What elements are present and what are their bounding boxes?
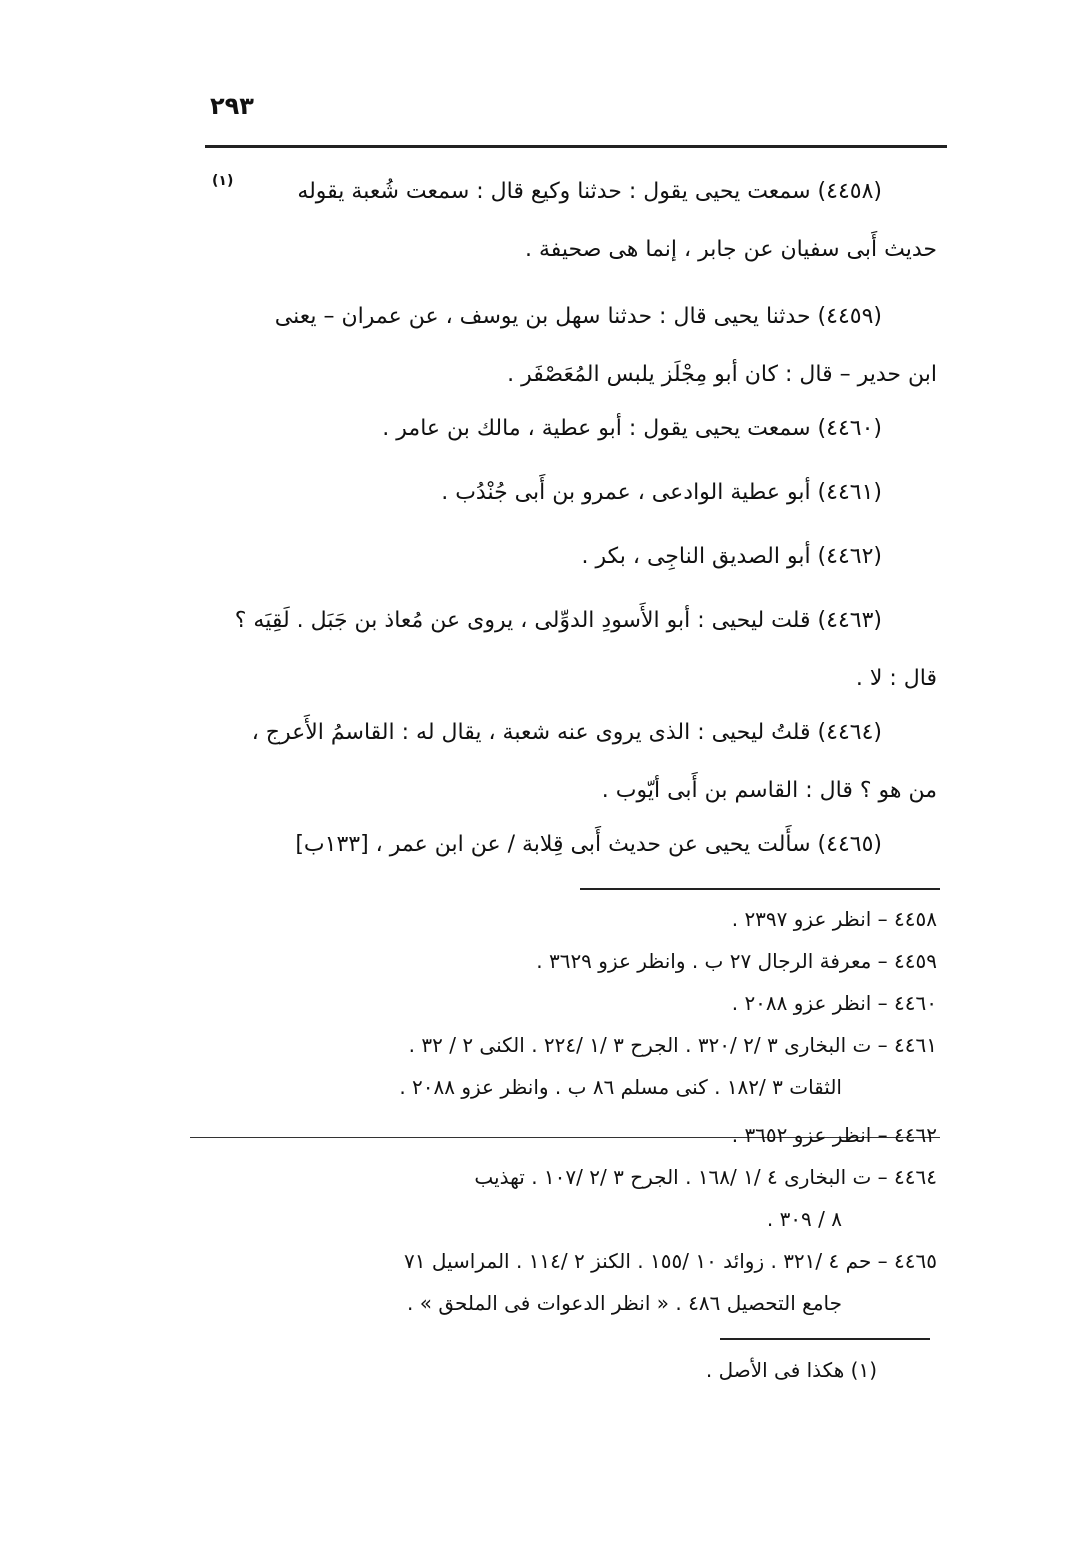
- entry-4463: [197, 592, 937, 708]
- entry-line: ابن حدير – قال : كان أبو مِجْلَز يلبس المُعَصْفَر .: [507, 362, 937, 387]
- footnote: (١) هكذا فى الأصل .: [705, 1358, 877, 1382]
- reference-line: ٤٤٥٨ – انظر عزو ٢٣٩٧ .: [731, 907, 937, 931]
- reference-line: ٤٤٦١ – ت البخارى ٣ /٢ /٣٢٠ . الجرح ٣ /١ /٢٢٤ . الكنى ٢ / ٣٢ .: [408, 1033, 937, 1057]
- reference-line: ٤٤٦٤ – ت البخارى ٤ /١ /١٦٨ . الجرح ٣ /٢ /١٠٧ . تهذيب: [474, 1165, 937, 1189]
- entry-line: من هو ؟ قال : القاسم بن أَبى أيّوب .: [601, 778, 937, 803]
- entry-4464: [197, 704, 937, 820]
- footnote-rule: [720, 1338, 930, 1340]
- references-block: [197, 898, 937, 1108]
- entry-line: (٤٤٦٥) سأَلت يحيى عن حديث أَبى قِلابة / عن ابن عمر ، [١٣٣ب]: [295, 832, 882, 857]
- reference-line: ٤٤٦٠ – انظر عزو ٢٠٨٨ .: [731, 991, 937, 1015]
- entry-line: (٤٤٥٨) سمعت يحيى يقول : حدثنا وكيع قال : سمعت شُعبة يقوله: [297, 179, 882, 204]
- reference-line: ٤٤٦٢ – انظر عزو ٣٦٥٢ .: [731, 1123, 937, 1147]
- entry-line: قال : لا .: [855, 666, 937, 691]
- entry-line: حديث أَبى سفيان عن جابر ، إنما هى صحيفة .: [524, 237, 937, 262]
- entry-4465: [197, 816, 937, 874]
- reference-line: جامع التحصيل ٤٨٦ . « انظر الدعوات فى الملحق » .: [407, 1291, 842, 1315]
- entry-4462: [197, 528, 937, 586]
- entry-4459: [197, 288, 937, 404]
- reference-line: ٨ / ٣٠٩ .: [766, 1207, 842, 1231]
- reference-line: ٤٤٥٩ – معرفة الرجال ٢٧ ب . وانظر عزو ٣٦٢٩ .: [536, 949, 937, 973]
- entry-4458: [197, 163, 937, 279]
- footnote-marker: (١): [212, 173, 234, 189]
- entry-line: (٤٤٦٢) أبو الصديق الناجِى ، بكر .: [581, 544, 882, 569]
- entry-line: (٤٤٦٣) قلت ليحيى : أبو الأَسودِ الدوِّلى ، يروى عن مُعاذ بن جَبَل . لَقِيَه ؟: [234, 608, 882, 633]
- entry-line: (٤٤٦٤) قلتُ ليحيى : الذى يروى عنه شعبة ، يقال له : القاسمُ الأَعرج ،: [251, 720, 882, 745]
- entry-line: (٤٤٦٠) سمعت يحيى يقول : أبو عطية ، مالك بن عامر .: [382, 416, 882, 441]
- reference-line: ٤٤٦٥ – حم ٤ /٣٢١ . زوائد ١٠ /١٥٥ . الكنز ٢ /١١٤ . المراسيل ٧١: [404, 1249, 937, 1273]
- entry-line: (٤٤٦١) أبو عطية الوادعى ، عمرو بن أَبى جُنْدُب .: [441, 480, 882, 505]
- entry-4460: [197, 400, 937, 458]
- header-rule: [205, 145, 947, 148]
- entry-line: (٤٤٥٩) حدثنا يحيى قال : حدثنا سهل بن يوسف ، عن عمران – يعنى: [274, 304, 882, 329]
- references-block-2: [197, 1114, 937, 1324]
- page-number: ٢٩٣: [210, 92, 254, 120]
- entry-4461: [197, 464, 937, 522]
- reference-line: الثقات ٣ /١٨٢ . كنى مسلم ٨٦ ب . وانظر عزو ٢٠٨٨ .: [399, 1075, 842, 1099]
- references-rule: [580, 888, 940, 890]
